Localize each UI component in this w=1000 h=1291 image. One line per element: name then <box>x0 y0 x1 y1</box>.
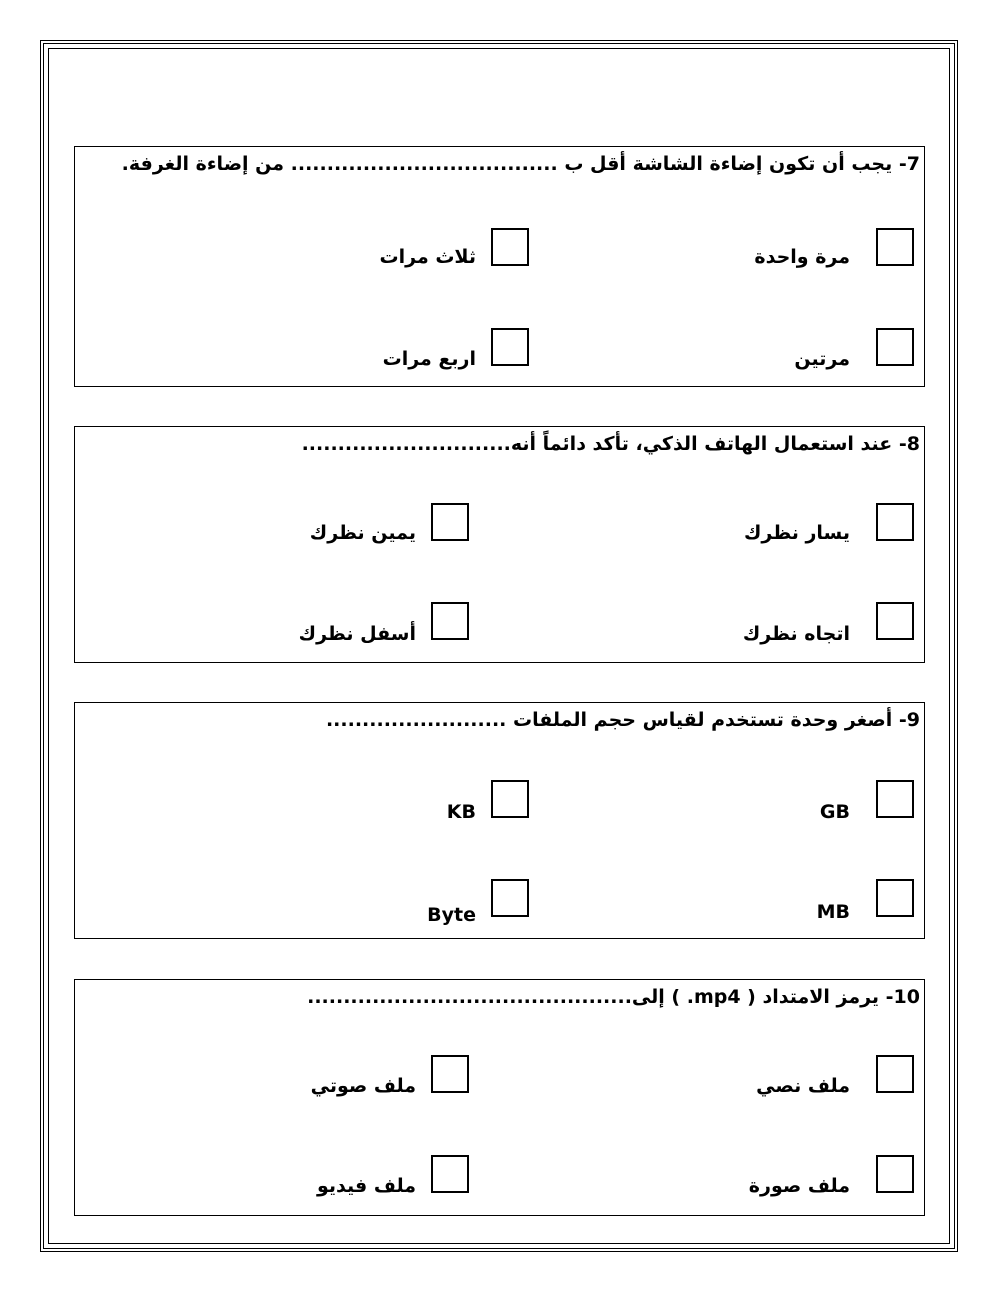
checkbox-q9-option-3[interactable] <box>876 879 914 917</box>
checkbox-q8-option-2[interactable] <box>431 503 469 541</box>
q8-option-4-label: أسفل نظرك <box>298 623 416 645</box>
question-8-text: 8- عند استعمال الهاتف الذكي، تأكد دائماً أنه............................. <box>301 433 920 455</box>
q8-option-2-label: يمين نظرك <box>309 522 416 544</box>
q7-option-3-label: مرتين <box>794 348 850 370</box>
q9-option-1-label: GB <box>819 801 850 823</box>
checkbox-q7-option-1[interactable] <box>876 228 914 266</box>
q8-option-3-label: اتجاه نظرك <box>742 623 850 645</box>
q9-option-2-label: KB <box>446 801 476 823</box>
checkbox-q10-option-3[interactable] <box>876 1155 914 1193</box>
question-8-box <box>74 426 925 663</box>
q10-option-2-label: ملف صوتي <box>310 1075 416 1097</box>
question-10-text: 10- يرمز الامتداد ( mp4. ) إلى............................................. <box>307 986 920 1008</box>
question-7-text: 7- يجب أن تكون إضاءة الشاشة أقل ب ..................................... من إضاءة الغرفة. <box>121 153 920 175</box>
q9-option-4-label: Byte <box>427 904 476 926</box>
checkbox-q8-option-4[interactable] <box>431 602 469 640</box>
checkbox-q8-option-3[interactable] <box>876 602 914 640</box>
question-9-box <box>74 702 925 939</box>
q8-option-1-label: يسار نظرك <box>743 522 850 544</box>
checkbox-q10-option-1[interactable] <box>876 1055 914 1093</box>
checkbox-q10-option-2[interactable] <box>431 1055 469 1093</box>
q10-option-3-label: ملف صورة <box>748 1175 850 1197</box>
q10-option-1-label: ملف نصي <box>756 1075 850 1097</box>
q7-option-2-label: ثلاث مرات <box>379 246 476 268</box>
checkbox-q10-option-4[interactable] <box>431 1155 469 1193</box>
q9-option-3-label: MB <box>816 901 850 923</box>
q7-option-1-label: مرة واحدة <box>754 246 850 268</box>
question-9-text: 9- أصغر وحدة تستخدم لقياس حجم الملفات ......................... <box>325 709 920 731</box>
q7-option-4-label: اربع مرات <box>382 348 476 370</box>
checkbox-q7-option-3[interactable] <box>876 328 914 366</box>
question-7-box <box>74 146 925 387</box>
q10-option-4-label: ملف فيديو <box>317 1175 416 1197</box>
checkbox-q8-option-1[interactable] <box>876 503 914 541</box>
checkbox-q9-option-1[interactable] <box>876 780 914 818</box>
checkbox-q9-option-2[interactable] <box>491 780 529 818</box>
question-10-box <box>74 979 925 1216</box>
checkbox-q7-option-2[interactable] <box>491 228 529 266</box>
checkbox-q7-option-4[interactable] <box>491 328 529 366</box>
checkbox-q9-option-4[interactable] <box>491 879 529 917</box>
